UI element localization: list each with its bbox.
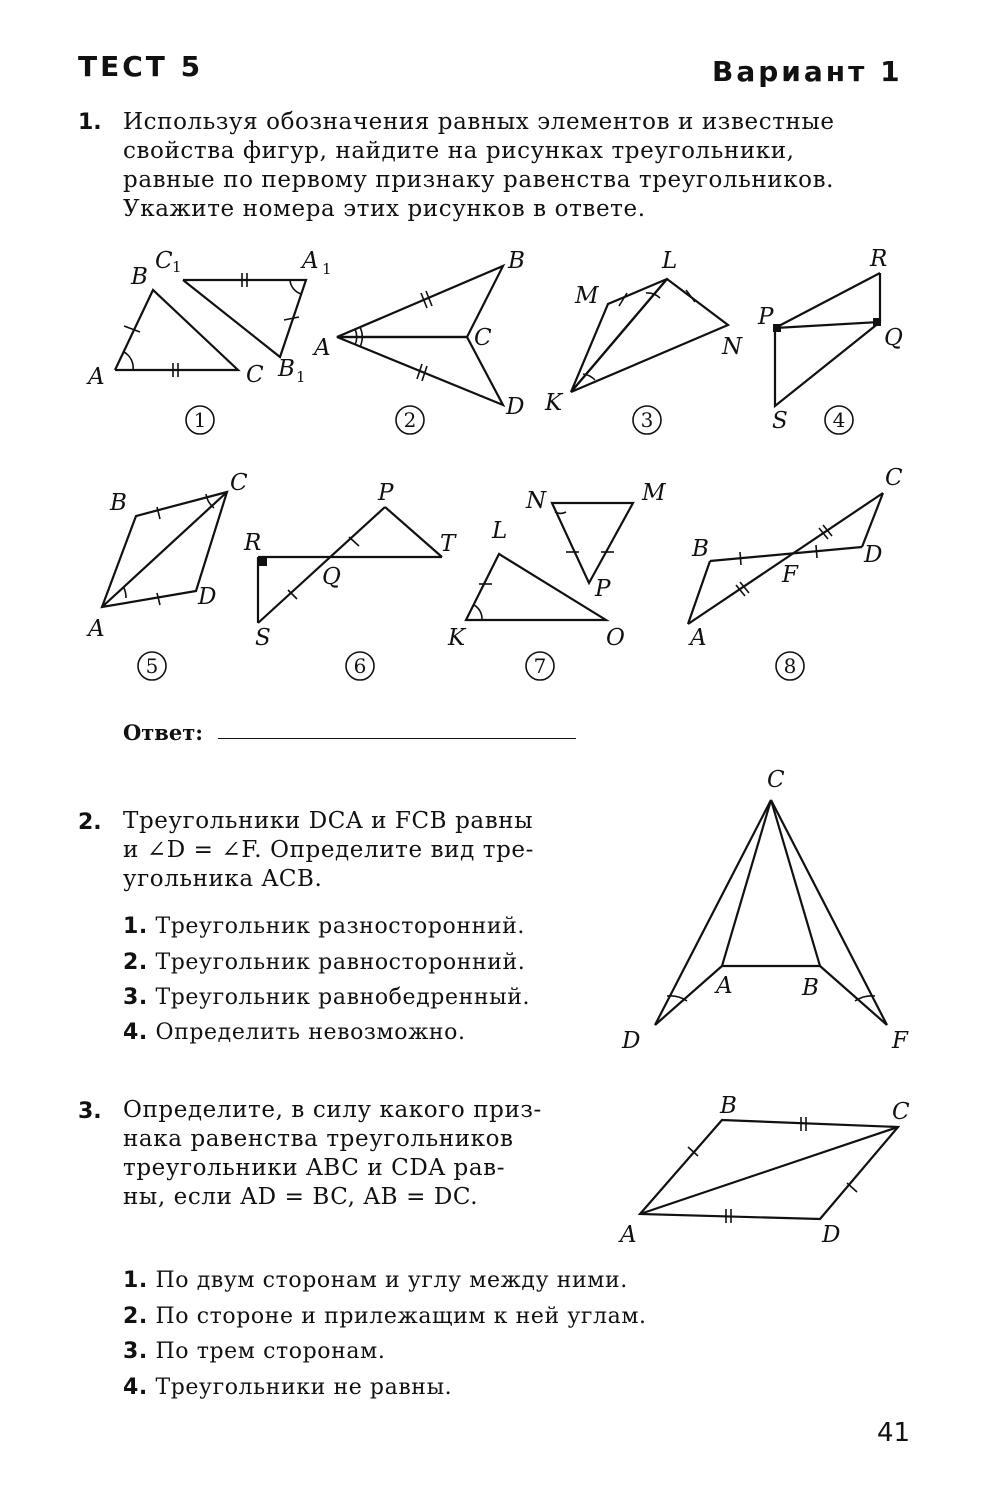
answer-label: Ответ:: [123, 720, 204, 745]
fig8-label-f: F: [782, 562, 798, 588]
fig4-label-s: S: [772, 408, 788, 434]
fig7-label-k: K: [448, 625, 466, 651]
fig6-label-q: Q: [322, 564, 341, 590]
fig3-label-l: L: [662, 248, 678, 274]
q2-line-3: угольника ACB.: [123, 866, 323, 892]
fig5-label-b: B: [110, 490, 127, 516]
fig-num-2: 2: [403, 408, 417, 432]
fig8-label-a: A: [690, 625, 707, 651]
q3-option-4[interactable]: 4. Треугольники не равны.: [123, 1375, 453, 1400]
fig-num-8: 8: [783, 654, 797, 678]
q2-line-2: и ∠D = ∠F. Определите вид тре-: [123, 837, 534, 863]
fig7-label-n: N: [526, 488, 547, 514]
q2-label-d: D: [622, 1028, 641, 1054]
q3-option-2[interactable]: 2. По стороне и прилежащим к ней углам.: [123, 1304, 647, 1329]
fig-num-4: 4: [832, 408, 846, 432]
q3-option-3[interactable]: 3. По трем сторонам.: [123, 1339, 386, 1364]
q2-label-b: B: [802, 975, 819, 1001]
q3-number: 3.: [78, 1099, 102, 1124]
svg-text:1: 1: [322, 260, 332, 278]
fig4-label-p: P: [758, 304, 774, 330]
fig3-label-n: N: [722, 334, 743, 360]
fig1-label-a: A: [88, 364, 105, 390]
fig6-label-p: P: [378, 480, 394, 506]
figure-4: [757, 246, 903, 434]
fig7-label-l: L: [492, 518, 508, 544]
q3-label-d: D: [822, 1222, 841, 1248]
fig8-label-d: D: [864, 542, 883, 568]
fig2-label-b: B: [508, 248, 525, 274]
q3-line-3: треугольники ABC и CDA рав-: [123, 1155, 506, 1181]
q2-label-c: C: [767, 767, 785, 793]
fig2-label-c: C: [474, 325, 492, 351]
fig-num-7: 7: [533, 654, 547, 678]
q1-line-4: Укажите номера этих рисунков в ответе.: [123, 196, 646, 222]
fig3-label-m: M: [575, 283, 599, 309]
q2-option-1[interactable]: 1. Треугольник разносторонний.: [123, 914, 525, 939]
figure-1: [86, 248, 332, 390]
page-number: 41: [877, 1418, 911, 1448]
fig8-label-b: B: [692, 536, 709, 562]
svg-text:1: 1: [172, 258, 182, 276]
q2-label-f: F: [892, 1028, 908, 1054]
fig-num-1: 1: [193, 408, 207, 432]
fig7-label-m: M: [642, 480, 666, 506]
figure-2: [312, 248, 525, 420]
q1-number: 1.: [78, 110, 102, 135]
svg-text:1: 1: [296, 368, 306, 386]
fig4-label-r: R: [870, 246, 888, 272]
q3-line-4: ны, если AD = BC, AB = DC.: [123, 1184, 479, 1210]
fig-num-3: 3: [640, 408, 654, 432]
fig6-label-s: S: [255, 625, 271, 651]
fig6-label-r: R: [244, 530, 262, 556]
fig2-label-a: A: [314, 335, 331, 361]
q3-line-1: Определите, в силу какого приз-: [123, 1097, 542, 1123]
figure-numbers-row-2: [138, 652, 804, 680]
figure-6: [243, 480, 457, 651]
figure-5: [86, 470, 248, 642]
q2-option-4[interactable]: 4. Определить невозможно.: [123, 1020, 466, 1045]
fig5-label-d: D: [198, 584, 217, 610]
q3-label-a: A: [620, 1222, 637, 1248]
fig1-label-b1: B: [278, 356, 295, 382]
variant-label: Вариант 1: [712, 55, 903, 88]
fig1-label-c1: C: [155, 248, 173, 274]
figure-3: [544, 248, 743, 416]
answer-field[interactable]: [218, 738, 576, 739]
fig2-label-d: D: [506, 394, 525, 420]
fig5-label-c: C: [230, 470, 248, 496]
q3-line-2: нака равенства треугольников: [123, 1126, 514, 1152]
fig1-label-b: B: [131, 264, 148, 290]
figure-8: [688, 465, 903, 651]
q2-number: 2.: [78, 810, 102, 835]
fig1-label-a1: A: [302, 248, 319, 274]
fig3-label-k: K: [545, 390, 563, 416]
fig1-label-c: C: [246, 362, 264, 388]
fig-num-5: 5: [145, 654, 159, 678]
q3-figure: [618, 1093, 910, 1248]
q3-option-1[interactable]: 1. По двум сторонам и углу между ними.: [123, 1268, 628, 1293]
q1-line-3: равные по первому признаку равенства треугольников.: [123, 167, 835, 193]
fig6-label-t: T: [440, 531, 456, 557]
q2-figure: [621, 767, 909, 1054]
fig4-label-q: Q: [884, 325, 903, 351]
q1-line-1: Используя обозначения равных элементов и известные: [123, 109, 835, 135]
q2-option-3[interactable]: 3. Треугольник равнобедренный.: [123, 985, 531, 1010]
q3-label-b: B: [720, 1093, 737, 1119]
q2-label-a: A: [716, 973, 733, 999]
q2-line-1: Треугольники DCA и FCB равны: [123, 808, 534, 834]
q2-option-2[interactable]: 2. Треугольник равносторонний.: [123, 950, 526, 975]
fig7-label-o: O: [606, 625, 625, 651]
fig7-label-p: P: [595, 576, 611, 602]
q3-label-c: C: [892, 1099, 910, 1125]
fig5-label-a: A: [88, 616, 105, 642]
test-title: ТЕСТ 5: [78, 50, 204, 83]
fig8-label-c: C: [885, 465, 903, 491]
fig-num-6: 6: [353, 654, 367, 678]
figure-7: [447, 480, 667, 651]
q1-line-2: свойства фигур, найдите на рисунках треугольники,: [123, 138, 795, 164]
